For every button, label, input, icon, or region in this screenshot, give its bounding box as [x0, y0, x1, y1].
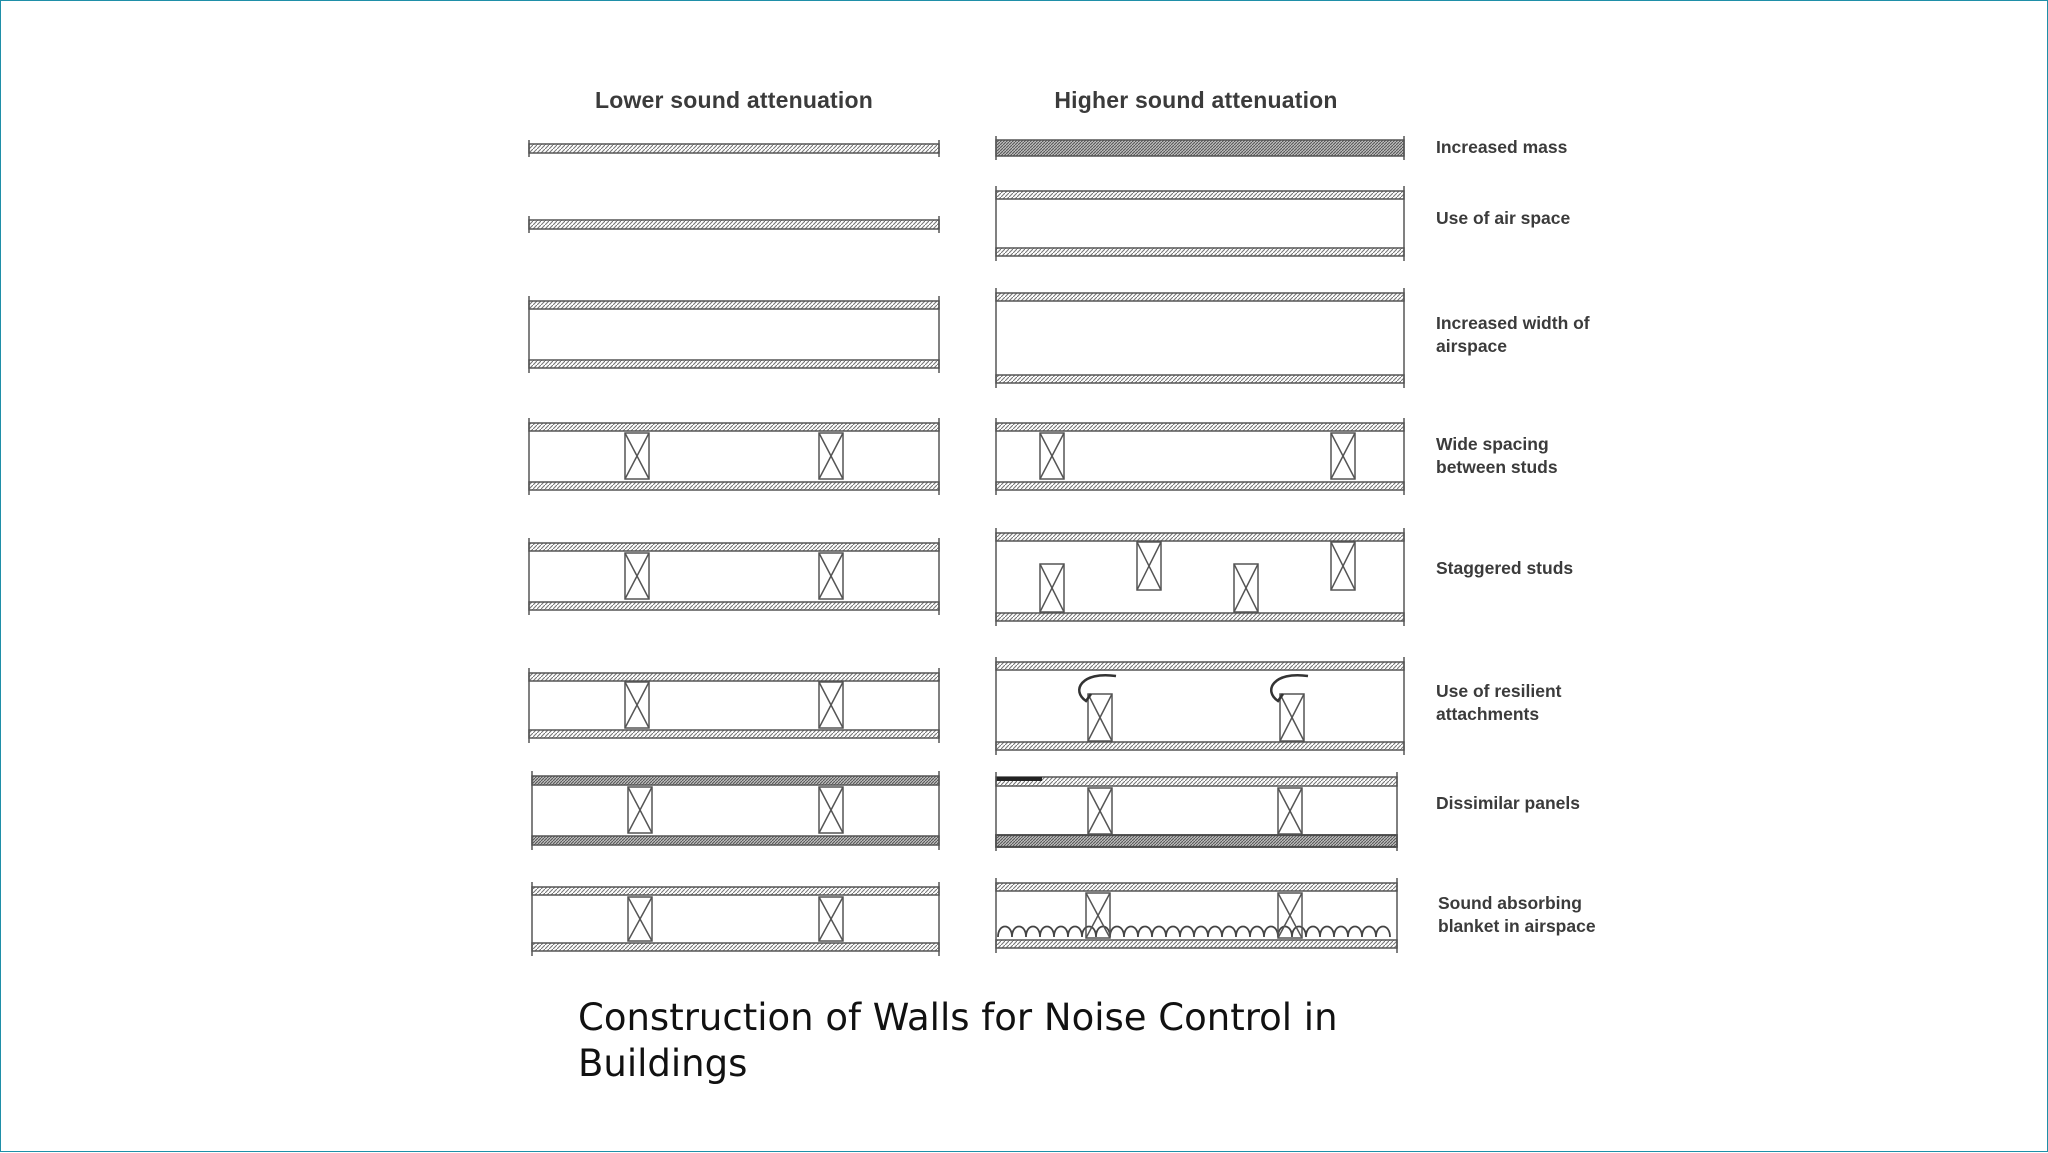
- higher-wall-resilient-channels: [996, 657, 1404, 755]
- stud: [1331, 542, 1355, 590]
- higher-wall-blanket-cavity: [996, 878, 1397, 953]
- stud: [1280, 694, 1304, 741]
- stud: [1088, 788, 1112, 834]
- stud: [628, 897, 652, 941]
- higher-wall-wide-cavity: [996, 288, 1404, 388]
- row-use-of-air-space: [529, 186, 1404, 261]
- label-increased-mass: Increased mass: [1436, 137, 1568, 157]
- stud: [1040, 433, 1064, 479]
- label-wide-spacing-between-studs: Wide spacing between studs: [1436, 434, 1558, 477]
- label-dissimilar-panels: Dissimilar panels: [1436, 793, 1580, 813]
- lower-wall-empty-cavity: [532, 882, 939, 956]
- stud: [819, 787, 843, 833]
- label-use-of-air-space: Use of air space: [1436, 208, 1571, 228]
- stud: [625, 433, 649, 479]
- stud: [1040, 564, 1064, 612]
- row-sound-absorbing-blanket: [532, 878, 1397, 956]
- stud: [819, 682, 843, 728]
- sound-absorbing-blanket: [998, 927, 1390, 938]
- stud: [1088, 694, 1112, 741]
- stud: [1278, 893, 1302, 938]
- higher-wall-staggered-studs: [996, 528, 1404, 626]
- slide-caption: Construction of Walls for Noise Control in Buildings: [578, 996, 1338, 1085]
- stud: [819, 897, 843, 941]
- higher-wall-wide-studs: [996, 418, 1404, 495]
- label-increased-width-of-airspace: Increased width of airspace: [1436, 313, 1590, 356]
- stud: [625, 553, 649, 599]
- label-sound-absorbing-blanket: Sound absorbing blanket in airspace: [1438, 893, 1596, 936]
- row-staggered-studs: [529, 528, 1404, 626]
- lower-wall-close-studs: [529, 418, 939, 495]
- row-wide-spacing-between-studs: [529, 418, 1404, 495]
- lower-wall-single-panel: [529, 140, 939, 157]
- stud: [819, 433, 843, 479]
- row-use-of-resilient-attachments: [529, 657, 1404, 755]
- lower-wall-narrow-cavity: [529, 296, 939, 373]
- stud: [819, 553, 843, 599]
- stud: [628, 787, 652, 833]
- stud: [1137, 542, 1161, 590]
- stud: [1086, 893, 1110, 938]
- lower-wall-common-studs: [529, 538, 939, 615]
- stud: [1331, 433, 1355, 479]
- higher-wall-thick-panel: [996, 136, 1404, 160]
- stud: [1234, 564, 1258, 612]
- label-staggered-studs: Staggered studs: [1436, 558, 1574, 578]
- wall-construction-diagram: [1, 1, 2048, 1153]
- lower-wall-equal-panels: [532, 771, 939, 850]
- higher-wall-dissimilar-panels: [996, 772, 1397, 851]
- lower-wall-single-panel: [529, 216, 939, 233]
- stud: [625, 682, 649, 728]
- lower-attenuation-header: Lower sound attenuation: [594, 87, 874, 113]
- higher-wall-double-panel: [996, 186, 1404, 261]
- label-use-of-resilient-attachments: Use of resilient attachments: [1436, 681, 1562, 724]
- higher-attenuation-header: Higher sound attenuation: [1054, 87, 1338, 113]
- lower-wall-rigid-studs: [529, 668, 939, 743]
- row-increased-mass: [529, 136, 1404, 160]
- stud: [1278, 788, 1302, 834]
- row-dissimilar-panels: [532, 771, 1397, 851]
- row-increased-width-of-airspace: [529, 288, 1404, 388]
